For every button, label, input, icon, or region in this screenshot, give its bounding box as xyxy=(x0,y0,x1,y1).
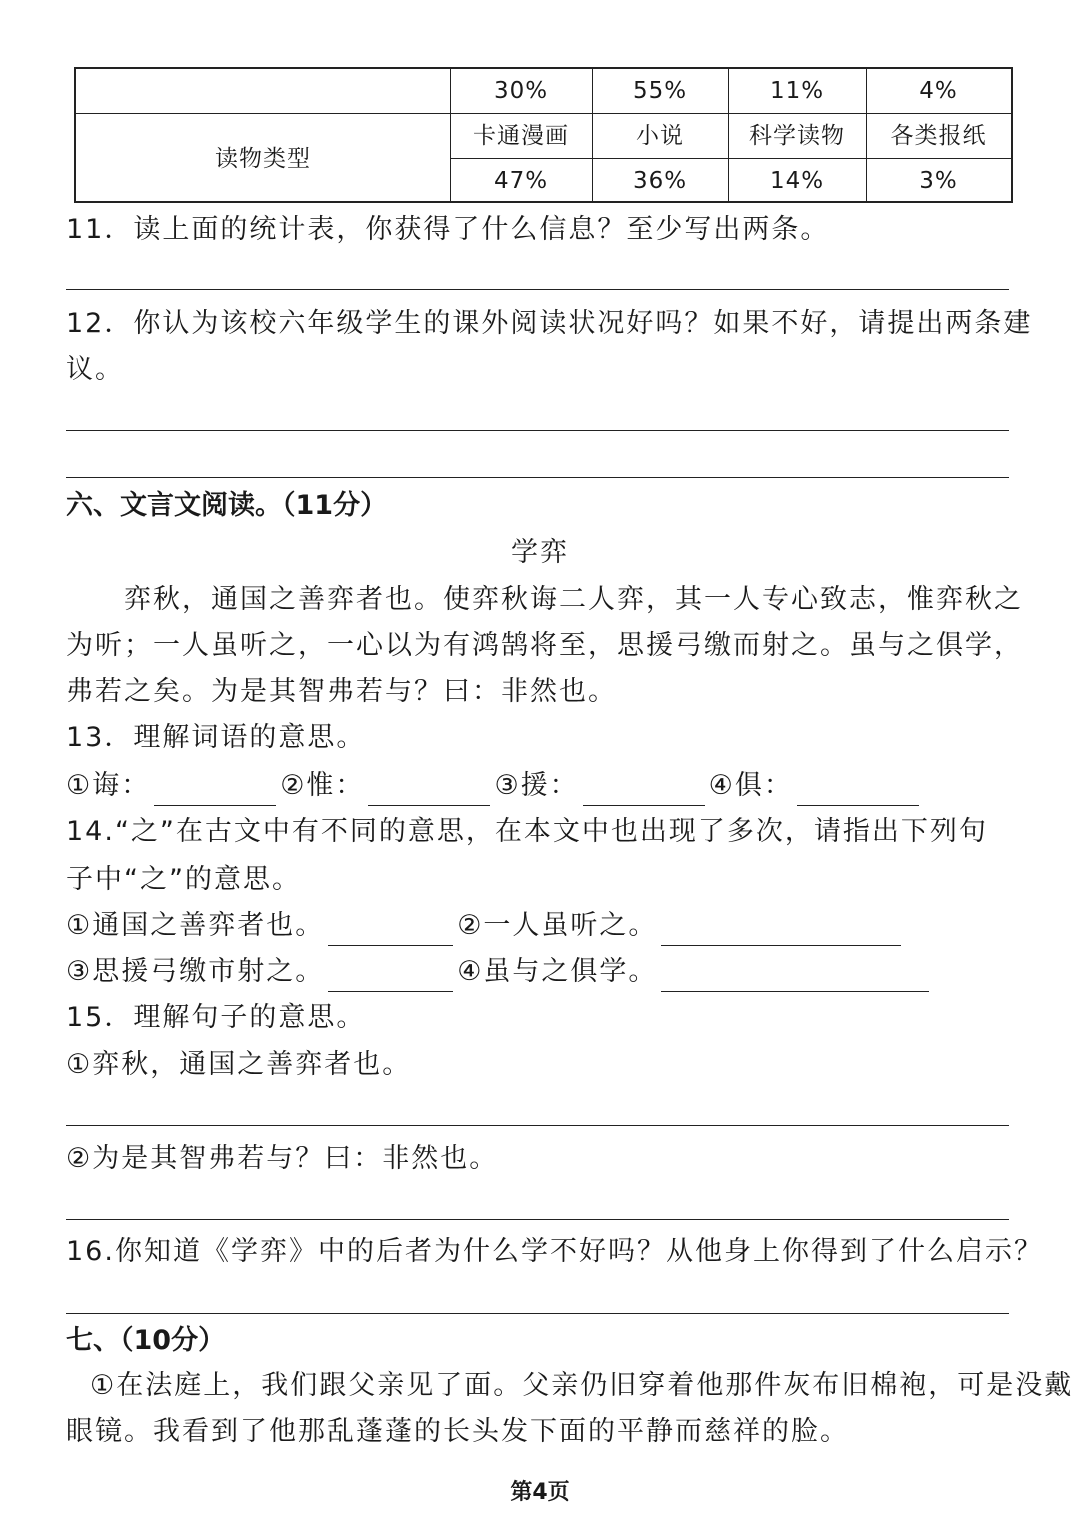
table-value-cell: 11% xyxy=(769,78,825,104)
answer-blank[interactable] xyxy=(328,917,453,946)
passage-line: 弗若之矣。为是其智弗若与？曰：非然也。 xyxy=(66,676,617,707)
question-12-cont: 议。 xyxy=(66,354,124,385)
question-14-cont: 子中“之”的意思。 xyxy=(66,864,301,895)
question-12: 12．你认为该校六年级学生的课外阅读状况好吗？如果不好，请提出两条建 xyxy=(66,308,1033,339)
table-value-cell: 4% xyxy=(919,78,958,104)
q14-item: ①通国之善弈者也。 xyxy=(66,910,325,941)
q14-item: ③思援弓缴市射之。 xyxy=(66,956,325,987)
answer-line[interactable] xyxy=(66,477,1009,478)
section-6-heading: 六、文言文阅读。（11分） xyxy=(66,490,388,521)
section-7-heading: 七、（10分） xyxy=(66,1325,226,1356)
passage-title: 学弈 xyxy=(511,537,569,568)
q13-item: ④俱： xyxy=(708,770,793,801)
question-15: 15．理解句子的意思。 xyxy=(66,1002,366,1033)
table-category-cell: 各类报纸 xyxy=(890,123,987,149)
section-7-paragraph: 眼镜。我看到了他那乱蓬蓬的长头发下面的平静而慈祥的脸。 xyxy=(66,1416,849,1447)
table-value-cell: 36% xyxy=(632,168,688,194)
table-value-cell: 47% xyxy=(493,168,549,194)
answer-blank[interactable] xyxy=(583,777,705,806)
q14-item: ②一人虽听之。 xyxy=(457,910,658,941)
answer-blank[interactable] xyxy=(661,917,901,946)
answer-blank[interactable] xyxy=(368,777,490,806)
reading-stats-table xyxy=(74,67,1013,203)
page-number: 第4页 xyxy=(510,1480,570,1505)
answer-line[interactable] xyxy=(66,1219,1009,1220)
q13-items xyxy=(66,766,923,806)
question-13: 13．理解词语的意思。 xyxy=(66,722,366,753)
table-value-cell: 30% xyxy=(493,78,549,104)
section-7-paragraph: ①在法庭上，我们跟父亲见了面。父亲仍旧穿着他那件灰布旧棉袍，可是没戴 xyxy=(90,1370,1074,1401)
question-14: 14.“之”在古文中有不同的意思，在本文中也出现了多次，请指出下列句 xyxy=(66,816,988,847)
answer-line[interactable] xyxy=(66,1313,1009,1314)
table-category-cell: 小说 xyxy=(636,123,684,149)
question-16: 16.你知道《学弈》中的后者为什么学不好吗？从他身上你得到了什么启示？ xyxy=(66,1236,1043,1267)
q14-row xyxy=(66,952,933,992)
answer-line[interactable] xyxy=(66,430,1009,431)
question-11: 11．读上面的统计表，你获得了什么信息？至少写出两条。 xyxy=(66,214,830,245)
answer-blank[interactable] xyxy=(797,777,919,806)
table-value-cell: 55% xyxy=(632,78,688,104)
table-value-cell: 14% xyxy=(769,168,825,194)
q15-sentence-2: ②为是其智弗若与？曰：非然也。 xyxy=(66,1143,499,1174)
answer-blank[interactable] xyxy=(661,963,929,992)
table-row-label: 读物类型 xyxy=(215,146,311,172)
answer-blank[interactable] xyxy=(154,777,276,806)
answer-line[interactable] xyxy=(66,289,1009,290)
q15-sentence-1: ①弈秋，通国之善弈者也。 xyxy=(66,1049,412,1080)
answer-blank[interactable] xyxy=(328,963,453,992)
table-category-cell: 卡通漫画 xyxy=(473,123,569,149)
passage-line: 弈秋，通国之善弈者也。使弈秋诲二人弈，其一人专心致志，惟弈秋之 xyxy=(124,584,1023,615)
q14-item: ④虽与之俱学。 xyxy=(457,956,658,987)
q13-item: ①诲： xyxy=(66,770,151,801)
q13-item: ②惟： xyxy=(280,770,365,801)
table-value-cell: 3% xyxy=(919,168,958,194)
answer-line[interactable] xyxy=(66,1125,1009,1126)
table-category-cell: 科学读物 xyxy=(749,123,845,149)
q14-row xyxy=(66,906,905,946)
passage-line: 为听；一人虽听之，一心以为有鸿鹄将至，思援弓缴而射之。虽与之俱学， xyxy=(66,630,1023,661)
q13-item: ③援： xyxy=(494,770,579,801)
